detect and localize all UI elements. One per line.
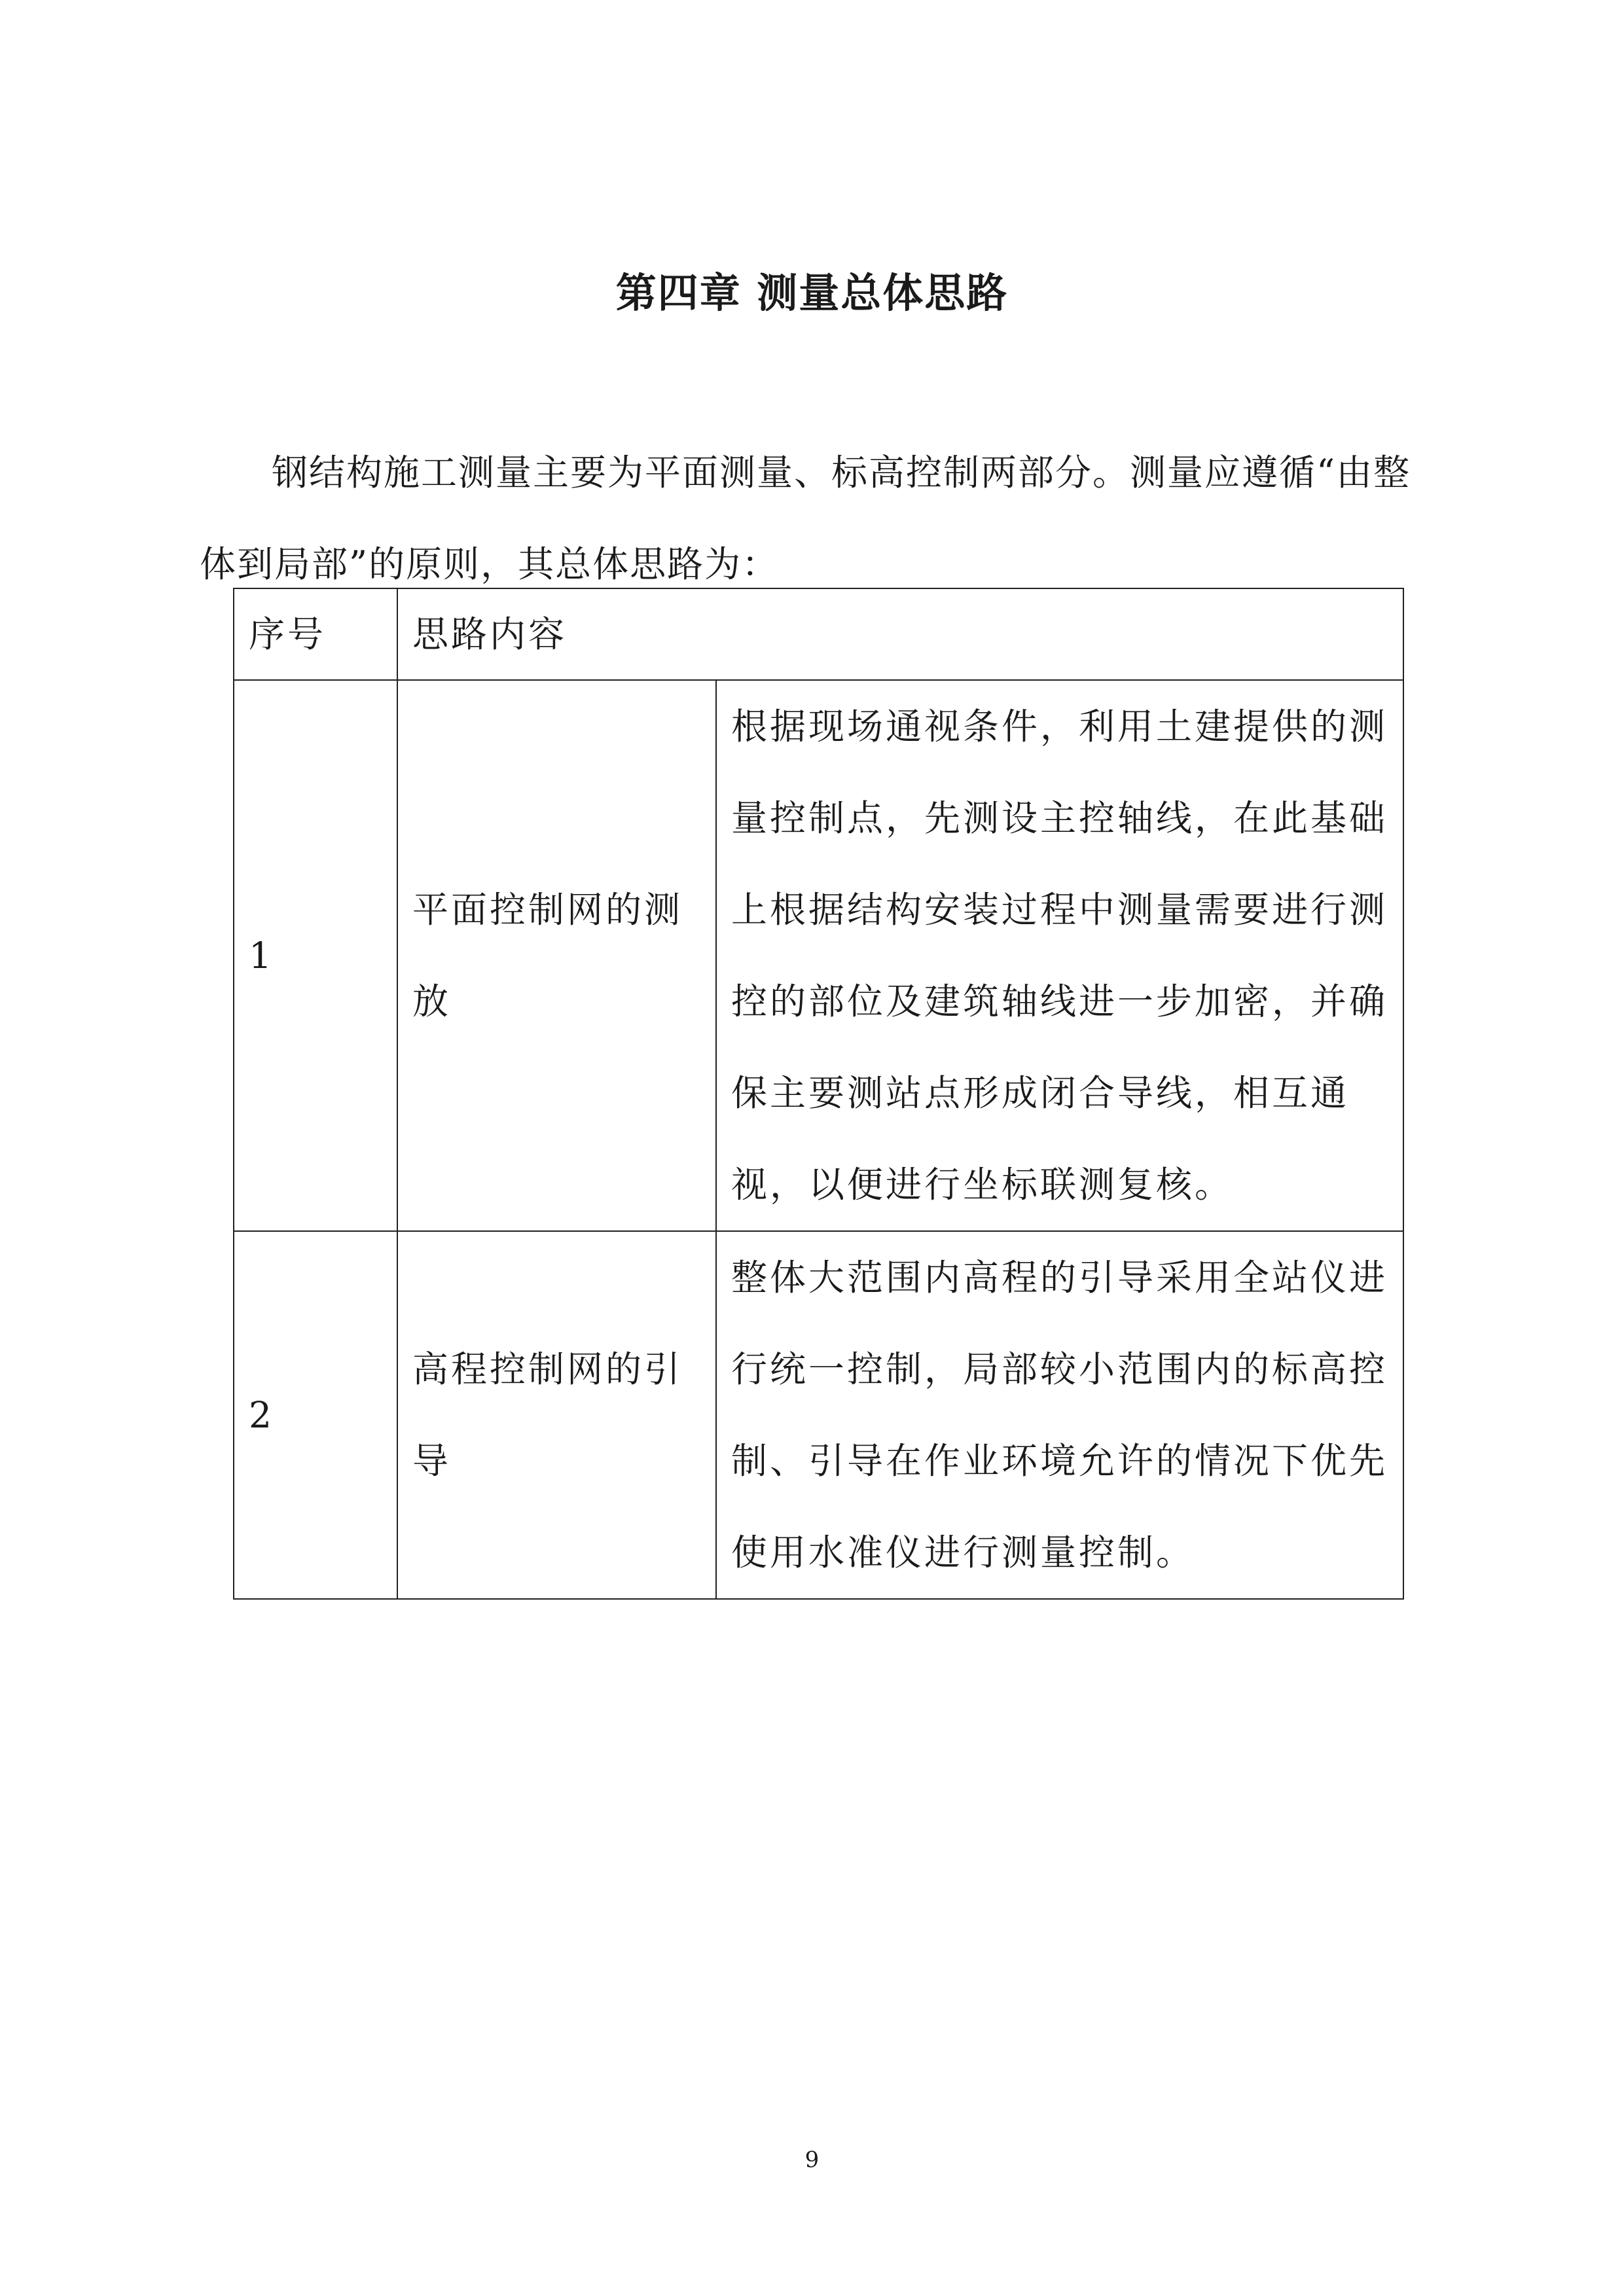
header-no: 序号 — [234, 588, 397, 680]
approach-table — [233, 588, 1404, 1600]
row-item: 高程控制网的引导 — [397, 1231, 716, 1599]
page-number: 9 — [804, 2147, 820, 2173]
table-row — [234, 1231, 1403, 1599]
header-content: 思路内容 — [397, 588, 1403, 680]
table-row — [234, 680, 1403, 1231]
intro-paragraph: 钢结构施工测量主要为平面测量、标高控制两部分。测量应遵循“由整体到局部”的原则，其总体思路为： — [200, 452, 1411, 585]
row-content: 整体大范围内高程的引导采用全站仪进行统一控制，局部较小范围内的标高控制、引导在作业环境允许的情况下优先使用水准仪进行测量控制。 — [716, 1231, 1403, 1599]
row-number: 1 — [234, 680, 397, 1231]
table-header-row — [234, 588, 1403, 680]
chapter-title: 第四章 测量总体思路 — [615, 269, 1009, 317]
row-item: 平面控制网的测放 — [397, 680, 716, 1231]
row-number: 2 — [234, 1231, 397, 1599]
row-content: 根据现场通视条件，利用土建提供的测量控制点，先测设主控轴线，在此基础上根据结构安装过程中测量需要进行测控的部位及建筑轴线进一步加密，并确保主要测站点形成闭合导线，相互通视，以便进行坐标联测复核。 — [716, 680, 1403, 1231]
